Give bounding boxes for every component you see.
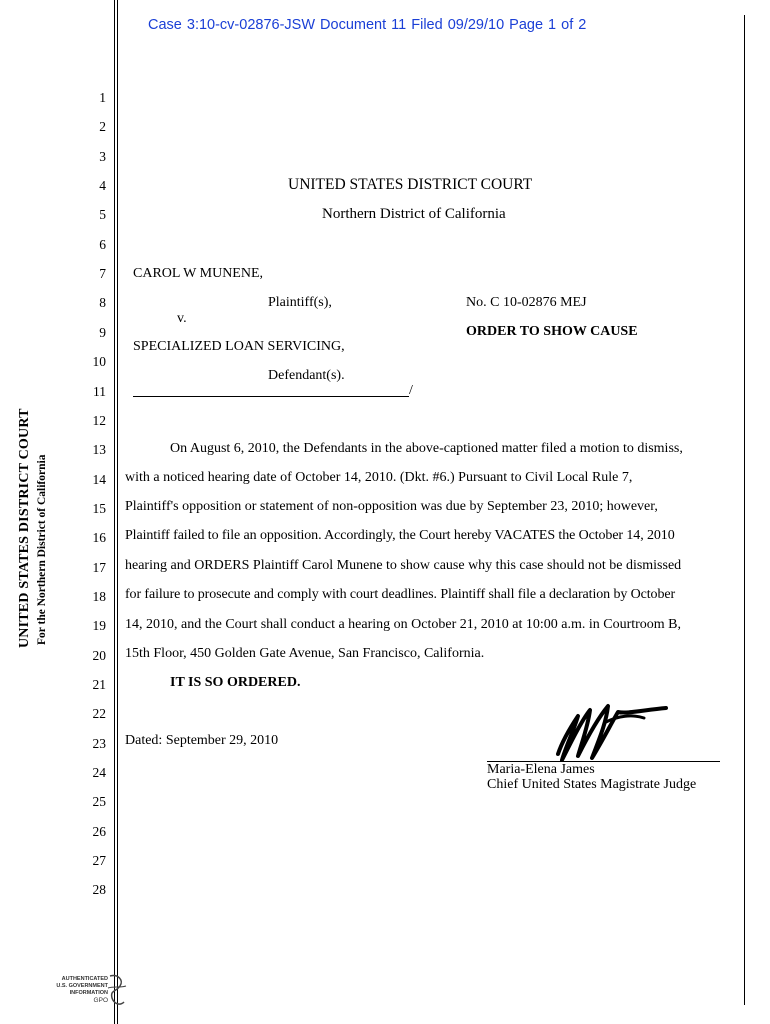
line-number: 2 [99, 119, 106, 135]
line-number: 3 [99, 148, 106, 164]
line-number: 28 [92, 882, 106, 898]
line-number: 8 [99, 295, 106, 311]
line-number: 12 [92, 412, 106, 428]
plaintiff-name: CAROL W MUNENE, [133, 266, 264, 281]
body-line: Plaintiff failed to file an opposition. Accordingly, the Court hereby VACATES the October 14, 2010 [125, 528, 675, 543]
body-line: for failure to prosecute and comply with court deadlines. Plaintiff shall file a declaration by October [125, 587, 676, 602]
line-number: 16 [92, 530, 106, 546]
gpo-seal-line: INFORMATION [69, 990, 108, 996]
left-margin-rule-inner [117, 0, 118, 1024]
defendant-name: SPECIALIZED LOAN SERVICING, [133, 339, 345, 354]
case-number: No. C 10-02876 MEJ [466, 295, 587, 310]
body-line: Plaintiff's opposition or statement of non-opposition was due by September 23, 2010; however, [125, 499, 658, 514]
line-number: 25 [92, 794, 106, 810]
line-number: 6 [99, 236, 106, 252]
gpo-seal-line: GPO [93, 997, 108, 1004]
line-number: 17 [92, 559, 106, 575]
line-number: 7 [99, 266, 106, 282]
versus: v. [177, 311, 187, 326]
court-district: Northern District of California [322, 206, 506, 222]
line-number: 13 [92, 442, 106, 458]
eagle-emblem-icon [106, 972, 128, 1010]
line-number: 9 [99, 324, 106, 340]
body-line: On August 6, 2010, the Defendants in the above-captioned matter filed a motion to dismiss, [170, 441, 683, 456]
gpo-seal-line: U.S. GOVERNMENT [56, 983, 108, 989]
line-number: 20 [92, 647, 106, 663]
gpo-authentication-seal [38, 972, 128, 1012]
line-number: 22 [92, 706, 106, 722]
line-number: 27 [92, 853, 106, 869]
caption-underline [133, 396, 409, 397]
side-caption-district: For the Northern District of California [36, 454, 48, 645]
line-number: 26 [92, 823, 106, 839]
line-number: 10 [92, 354, 106, 370]
right-margin-rule [744, 15, 745, 1005]
line-number: 1 [99, 90, 106, 105]
defendant-role: Defendant(s). [268, 368, 345, 383]
so-ordered: IT IS SO ORDERED. [170, 675, 301, 690]
line-number: 23 [92, 735, 106, 751]
judge-name: Maria-Elena James [487, 762, 595, 777]
caption-slash: / [409, 383, 413, 398]
line-number: 21 [92, 677, 106, 692]
left-margin-rule [114, 0, 115, 1024]
line-number: 15 [92, 500, 106, 516]
judge-title: Chief United States Magistrate Judge [487, 777, 697, 792]
line-number: 19 [92, 618, 106, 634]
order-title: ORDER TO SHOW CAUSE [466, 324, 638, 339]
body-line: 15th Floor, 450 Golden Gate Avenue, San Francisco, California. [125, 646, 485, 661]
line-number: 24 [92, 765, 106, 781]
line-number: 5 [99, 207, 106, 223]
dated-line: Dated: September 29, 2010 [125, 733, 279, 748]
side-caption-court: UNITED STATES DISTRICT COURT [17, 408, 32, 648]
body-line: 14, 2010, and the Court shall conduct a hearing on October 21, 2010 at 10:00 a.m. in Courtroom B, [125, 617, 682, 632]
line-number: 4 [99, 178, 106, 194]
line-number: 18 [92, 588, 106, 604]
court-name: UNITED STATES DISTRICT COURT [288, 176, 533, 193]
body-line: with a noticed hearing date of October 14, 2010. (Dkt. #6.) Pursuant to Civil Local Rule 7, [125, 470, 633, 485]
case-header: Case 3:10-cv-02876-JSW Document 11 Filed 09/29/10 Page 1 of 2 [148, 17, 587, 33]
plaintiff-role: Plaintiff(s), [268, 295, 332, 310]
line-number: 11 [93, 383, 106, 399]
line-number: 14 [92, 471, 106, 487]
handwritten-signature [548, 696, 688, 768]
body-line: hearing and ORDERS Plaintiff Carol Munene to show cause why this case should not be dismissed [125, 558, 682, 573]
gpo-seal-line: AUTHENTICATED [61, 976, 108, 982]
